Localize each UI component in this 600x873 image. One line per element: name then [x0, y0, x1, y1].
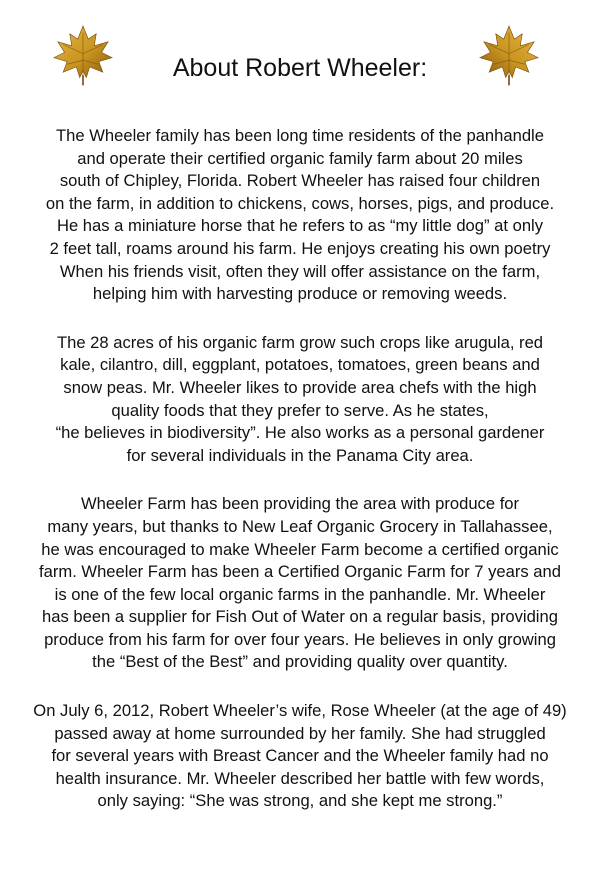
paragraph-rose-wheeler — [24, 700, 576, 813]
text-line: is one of the few local organic farms in the panhandle. Mr. Wheeler — [54, 584, 546, 604]
header — [0, 22, 600, 92]
text-line: farm. Wheeler Farm has been a Certified Organic Farm for 7 years and — [39, 562, 561, 582]
text-line: produce from his farm for over four years. He believes in only growing — [44, 629, 556, 649]
text-line: 2 feet tall, roams around his farm. He enjoys creating his own poetry — [49, 238, 551, 258]
text-line: snow peas. Mr. Wheeler likes to provide area chefs with the high — [63, 377, 537, 397]
text-line: kale, cilantro, dill, eggplant, potatoes, tomatoes, green beans and — [60, 355, 540, 375]
text-line: The 28 acres of his organic farm grow such crops like arugula, red — [56, 332, 544, 352]
text-line: the “Best of the Best” and providing quality over quantity. — [92, 652, 508, 672]
paragraph-certification — [24, 493, 576, 674]
text-line: many years, but thanks to New Leaf Organic Grocery in Tallahassee, — [47, 516, 553, 536]
text-line: has been a supplier for Fish Out of Water on a regular basis, providing — [42, 607, 558, 627]
text-line: The Wheeler family has been long time residents of the panhandle — [56, 126, 544, 145]
text-line: “he believes in biodiversity”. He also works as a personal gardener — [55, 423, 545, 443]
text-line: quality foods that they prefer to serve. As he states, — [111, 400, 489, 420]
page-title: About Robert Wheeler: — [172, 54, 428, 82]
text-line: only saying: “She was strong, and she kept me strong.” — [97, 791, 503, 811]
text-line: on the farm, in addition to chickens, cows, horses, pigs, and produce. — [45, 193, 555, 213]
text-line: for several individuals in the Panama City area. — [126, 445, 474, 465]
text-line: health insurance. Mr. Wheeler described her battle with few words, — [55, 768, 545, 788]
text-line: south of Chipley, Florida. Robert Wheeler has raised four children — [59, 171, 541, 191]
text-line: When his friends visit, often they will offer assistance on the farm, — [59, 261, 541, 281]
text-line: for several years with Breast Cancer and the Wheeler family had no — [51, 746, 549, 766]
text-line: On July 6, 2012, Robert Wheeler’s wife, Rose Wheeler (at the age of 49) — [33, 701, 567, 721]
text-line: and operate their certified organic family farm about 20 miles — [77, 148, 523, 168]
body-text — [24, 125, 576, 839]
text-line: Wheeler Farm has been providing the area with produce for — [80, 494, 520, 514]
paragraph-family-farm — [24, 125, 576, 306]
paragraph-crops — [24, 332, 576, 468]
maple-leaf-icon — [476, 22, 542, 88]
text-line: passed away at home surrounded by her family. She had struggled — [54, 723, 546, 743]
text-line: helping him with harvesting produce or removing weeds. — [92, 284, 508, 304]
text-line: he was encouraged to make Wheeler Farm become a certified organic — [41, 539, 559, 559]
text-line: He has a miniature horse that he refers to as “my little dog” at only — [56, 216, 544, 236]
